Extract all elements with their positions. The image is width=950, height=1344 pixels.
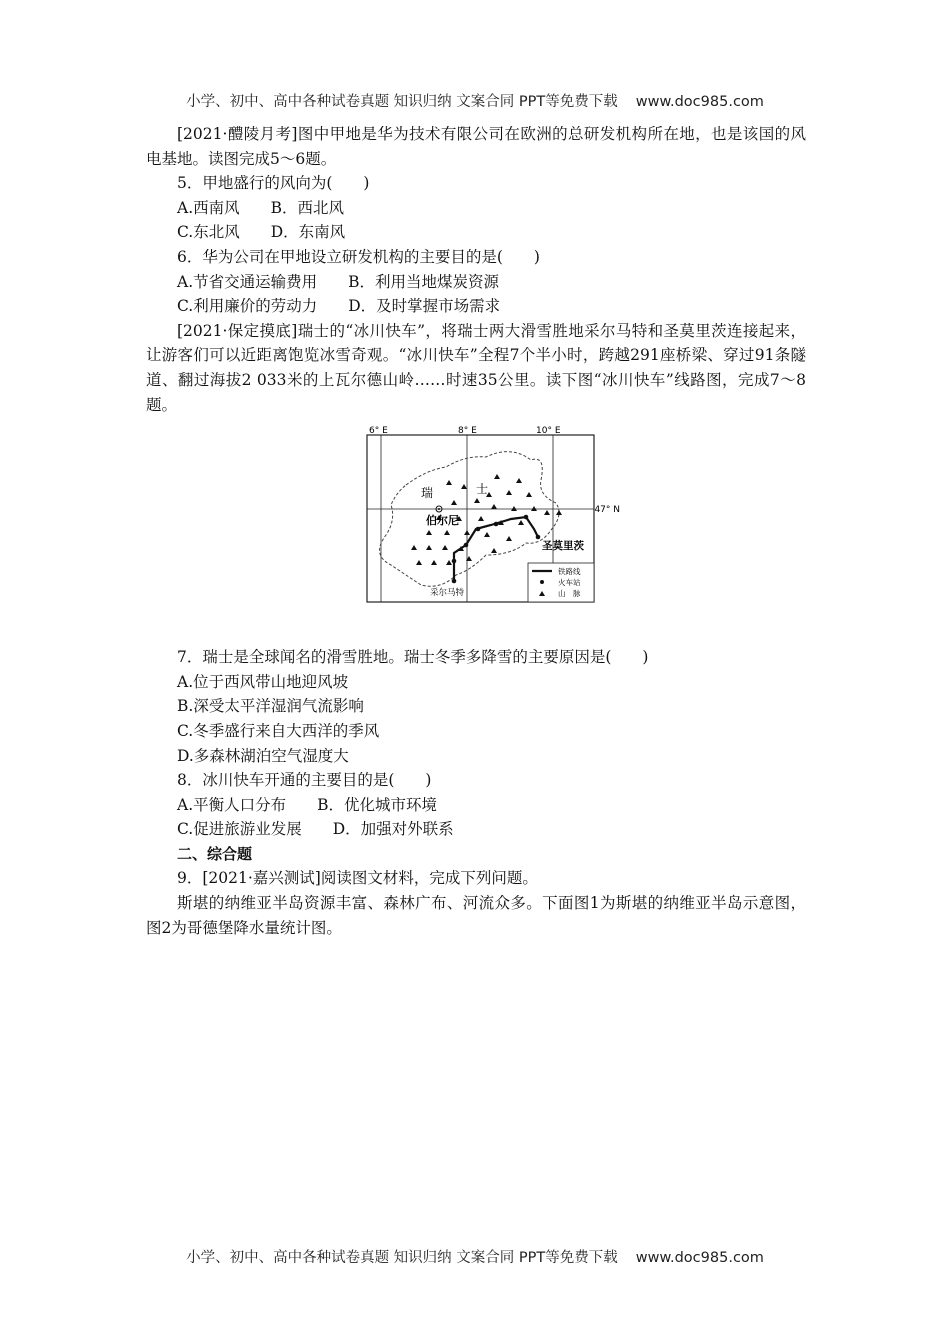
glacier-express-map (146, 417, 806, 645)
q7-option-b: B.深受太平洋湿润气流影响 (177, 697, 364, 716)
bern-dot (438, 508, 440, 510)
legend-mountain: 山 脉 (558, 589, 581, 599)
section-heading: 二、综合题 (177, 844, 253, 863)
city-bern: 伯尔尼 (426, 514, 459, 528)
intro-5-6: [2021·醴陵月考]图中甲地是华为技术有限公司在欧洲的总研发机构所在地，也是该国的风电基地。读图完成5～6题。 (146, 125, 806, 168)
header-text: 小学、初中、高中各种试卷真题 知识归纳 文案合同 PPT等免费下载 (186, 94, 618, 110)
page-footer (0, 1246, 950, 1267)
q7-option-d: D.多森林湖泊空气湿度大 (177, 746, 349, 765)
q9-text: 斯堪的纳维亚半岛资源丰富、森林广布、河流众多。下面图1为斯堪的纳维亚半岛示意图，图2为哥德堡降水量统计图。 (146, 894, 806, 937)
header-url[interactable]: www.doc985.com (635, 94, 764, 110)
q6-options-ab: A.节省交通运输费用 B．利用当地煤炭资源 (177, 272, 500, 291)
legend-rail: 铁路线 (558, 567, 581, 577)
q6-options-cd: C.利用廉价的劳动力 D．及时掌握市场需求 (177, 297, 501, 316)
q8-stem: 8．冰川快车开通的主要目的是( ) (177, 771, 432, 790)
footer-url[interactable]: www.doc985.com (635, 1250, 764, 1266)
q5-options-cd: C.东北风 D．东南风 (177, 223, 346, 242)
page-header (0, 90, 950, 111)
q7-option-c: C.冬季盛行来自大西洋的季风 (177, 721, 380, 740)
q7-stem: 7．瑞士是全球闻名的滑雪胜地。瑞士冬季多降雪的主要原因是( ) (177, 648, 649, 667)
lon-label-6: 6° E (369, 426, 388, 437)
city-st-moritz: 圣莫里茨 (542, 540, 584, 553)
legend-station-symbol (540, 580, 544, 584)
lon-label-10: 10° E (536, 426, 561, 437)
q5-stem: 5．甲地盛行的风向为( ) (177, 174, 370, 193)
legend-station: 火车站 (558, 578, 581, 588)
q9-stem: 9．[2021·嘉兴测试]阅读图文材料，完成下列问题。 (177, 869, 538, 888)
q6-stem: 6．华为公司在甲地设立研发机构的主要目的是( ) (177, 247, 540, 266)
q5-options-ab: A.西南风 B．西北风 (177, 198, 345, 217)
map-svg (366, 425, 620, 603)
q7-option-a: A.位于西风带山地迎风坡 (177, 672, 349, 691)
lat-label-47: 47° N (594, 505, 620, 516)
country-char-1: 瑞 (421, 486, 434, 501)
country-char-2: 士 (476, 482, 489, 497)
train-stations (452, 515, 541, 584)
document-body (146, 122, 806, 940)
intro-7-8: [2021·保定摸底]瑞士的“冰川快车”，将瑞士两大滑雪胜地采尔马特和圣莫里茨连接起来，让游客们可以近距离饱览冰雪奇观。“冰川快车”全程7个半小时，跨越291座桥梁、穿过91条隧道、翻过海拔2 033米的上瓦尔德山岭……时速35公里。读下图“冰川快车”线路图，完成7～8题。 (146, 321, 806, 414)
q8-options-ab: A.平衡人口分布 B．优化城市环境 (177, 795, 438, 814)
city-zermatt: 采尔马特 (430, 588, 465, 599)
lon-label-8: 8° E (458, 426, 477, 437)
footer-text: 小学、初中、高中各种试卷真题 知识归纳 文案合同 PPT等免费下载 (186, 1250, 618, 1266)
q8-options-cd: C.促进旅游业发展 D．加强对外联系 (177, 820, 454, 839)
